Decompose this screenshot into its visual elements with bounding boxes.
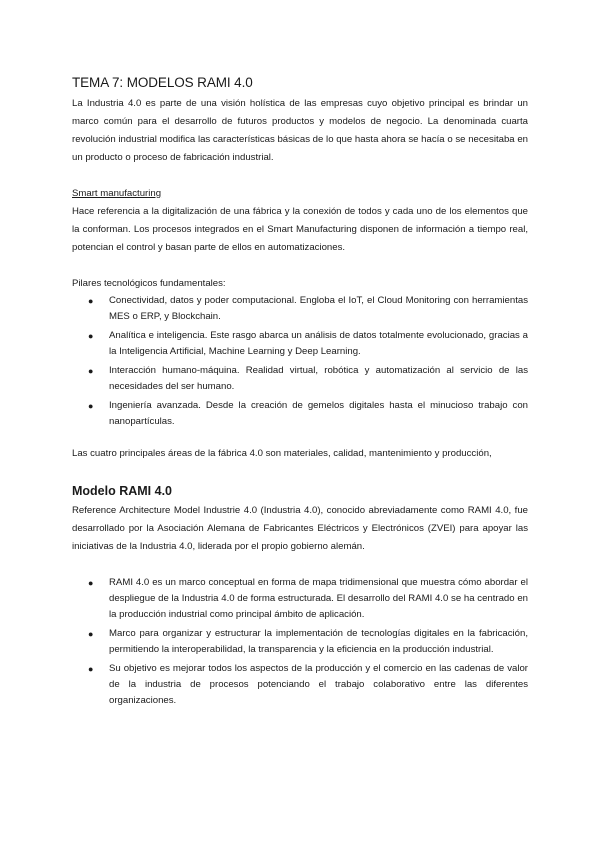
- bullet-icon: ●: [88, 401, 94, 411]
- pilares-section: [72, 275, 528, 463]
- list-item: [72, 363, 528, 395]
- smart-manufacturing-paragraph: Hace referencia a la digitalización de una fábrica y la conexión de todos y cada uno de los elementos que la conforman. Los procesos integrados en el Smart Manufacturing disponen de información a tiempo real, potencian el control y basan parte de ellos en automatizaciones.: [72, 206, 528, 253]
- list-item-text: RAMI 4.0 es un marco conceptual en forma de mapa tridimensional que muestra cómo abordar el despliegue de la Industria 4.0 de forma estructurada. El desarrollo del RAMI 4.0 se ha centrado en la producción industrial como principal ámbito de aplicación.: [109, 577, 528, 620]
- list-item: [72, 328, 528, 360]
- list-item-text: Analítica e inteligencia. Este rasgo abarca un análisis de datos totalmente evolucionado, gracias a la Inteligencia Artificial, Machine Learning y Deep Learning.: [109, 330, 528, 357]
- bullet-icon: ●: [88, 664, 94, 674]
- rami-list: [72, 575, 528, 709]
- bullet-icon: ●: [88, 331, 94, 341]
- smart-manufacturing-heading: Smart manufacturing: [72, 188, 162, 199]
- list-item: [72, 398, 528, 430]
- list-item-text: Marco para organizar y estructurar la implementación de tecnologías digitales en la fabricación, permitiendo la interoperabilidad, la transparencia y la eficiencia en la producción industrial.: [109, 628, 528, 655]
- pilares-list: [72, 293, 528, 430]
- list-item-text: Interacción humano-máquina. Realidad virtual, robótica y automatización al servicio de las necesidades del ser humano.: [109, 365, 528, 392]
- list-item-text: Ingeniería avanzada. Desde la creación de gemelos digitales hasta el minucioso trabajo con nanopartículas.: [109, 400, 528, 427]
- bullet-icon: ●: [88, 296, 94, 306]
- rami-intro-paragraph: Reference Architecture Model Industrie 4.0 (Industria 4.0), conocido abreviadamente como RAMI 4.0, fue desarrollado por la Asociación Alemana de Fabricantes Eléctricos y Electrónicos (ZVEI) para apoyar las iniciativas de la Industria 4.0, liderada por el propio gobierno alemán.: [72, 505, 528, 552]
- pilares-heading: Pilares tecnológicos fundamentales:: [72, 278, 226, 289]
- intro-paragraph: La Industria 4.0 es parte de una visión holística de las empresas cuyo objetivo principal es brindar un marco común para el desarrollo de futuros productos y modelos de negocio. La denominada cuarta revolución industrial modifica las características básicas de lo que hasta ahora se hacía o se necesitaba en un producto o proceso de fabricación industrial.: [72, 98, 528, 163]
- bullet-icon: ●: [88, 366, 94, 376]
- page-title: TEMA 7: MODELOS RAMI 4.0: [72, 75, 253, 90]
- smart-manufacturing-section: [72, 185, 528, 257]
- list-item: [72, 661, 528, 709]
- list-item: [72, 626, 528, 658]
- bullet-icon: ●: [88, 629, 94, 639]
- list-item: [72, 575, 528, 623]
- rami-heading: Modelo RAMI 4.0: [72, 484, 173, 498]
- bullet-icon: ●: [88, 578, 94, 588]
- rami-section: [72, 483, 528, 709]
- list-item-text: Conectividad, datos y poder computacional. Engloba el IoT, el Cloud Monitoring con herramientas MES o ERP, y Blockchain.: [109, 295, 528, 322]
- list-item-text: Su objetivo es mejorar todos los aspectos de la producción y el comercio en las cadenas de valor de la industria de procesos potenciando el trabajo colaborativo entre las diferentes organizaciones.: [109, 663, 528, 706]
- list-item: [72, 293, 528, 325]
- pilares-closing: Las cuatro principales áreas de la fábrica 4.0 son materiales, calidad, mantenimiento y producción,: [72, 448, 492, 459]
